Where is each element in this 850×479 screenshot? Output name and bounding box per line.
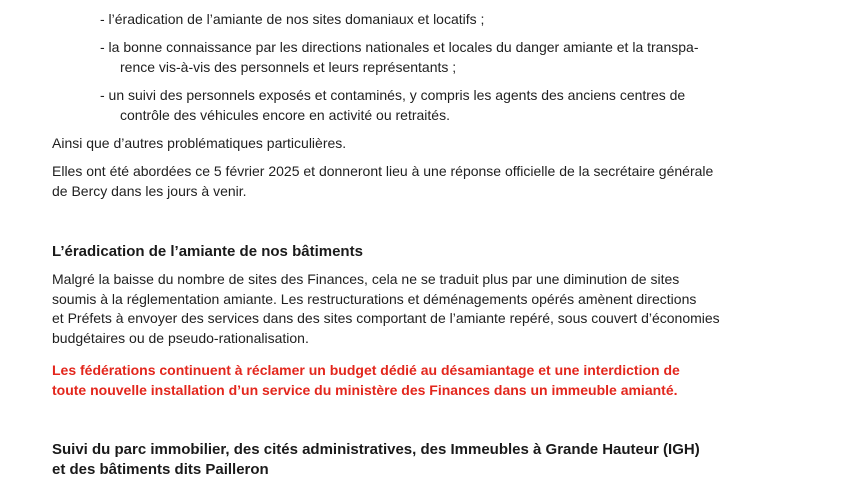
section-heading-parc-line1: Suivi du parc immobilier, des cités administratives, des Immeubles à Grande Hauteur (IGH) xyxy=(52,441,700,458)
bullet-connaissance-line2: rence vis-à-vis des personnels et leurs représentants ; xyxy=(120,58,457,75)
section-body-line: budgétaires ou de pseudo-rationalisation. xyxy=(52,329,309,346)
bullet-suivi-line1: - un suivi des personnels exposés et contaminés, y compris les agents des anciens centres de xyxy=(100,87,686,103)
paragraph-autres: Ainsi que d’autres problématiques particulières. xyxy=(52,135,347,151)
section-body-eradication xyxy=(52,270,812,348)
bullet-connaissance-line1: - la bonne connaissance par les directions nationales et locales du danger amiante et la transpa- xyxy=(100,39,699,55)
paragraph-abordees-line2: de Bercy dans les jours à venir. xyxy=(52,182,247,199)
section-body-line: et Préfets à envoyer des services dans des sites comportant de l’amiante repéré, sous couvert d’économies xyxy=(52,310,720,326)
bullet-suivi xyxy=(100,86,790,125)
bullet-suivi-line2: contrôle des véhicules encore en activité ou retraités. xyxy=(120,106,450,123)
bullet-eradication xyxy=(100,10,790,30)
section-body-line: Malgré la baisse du nombre de sites des Finances, cela ne se traduit plus par une diminution de sites xyxy=(52,271,680,287)
emphasis-line: Les fédérations continuent à réclamer un budget dédié au désamiantage et une interdiction de xyxy=(52,362,680,378)
paragraph-abordees-line1: Elles ont été abordées ce 5 février 2025 et donneront lieu à une réponse officielle de la secrétaire générale xyxy=(52,163,714,179)
section-heading-parc-line2: et des bâtiments dits Pailleron xyxy=(52,460,269,478)
emphasis-line: toute nouvelle installation d’un service du ministère des Finances dans un immeuble amianté. xyxy=(52,381,678,398)
section-heading-eradication: L’éradication de l’amiante de nos bâtiments xyxy=(52,243,363,260)
paragraph-abordees xyxy=(52,162,802,201)
bullet-eradication-text: - l’éradication de l’amiante de nos sites domaniaux et locatifs ; xyxy=(100,11,485,27)
section-heading-parc xyxy=(52,440,812,479)
section-body-line: soumis à la réglementation amiante. Les restructurations et déménagements opérés amènent directions xyxy=(52,290,697,307)
emphasis-federations xyxy=(52,361,812,400)
bullet-connaissance xyxy=(100,38,790,77)
